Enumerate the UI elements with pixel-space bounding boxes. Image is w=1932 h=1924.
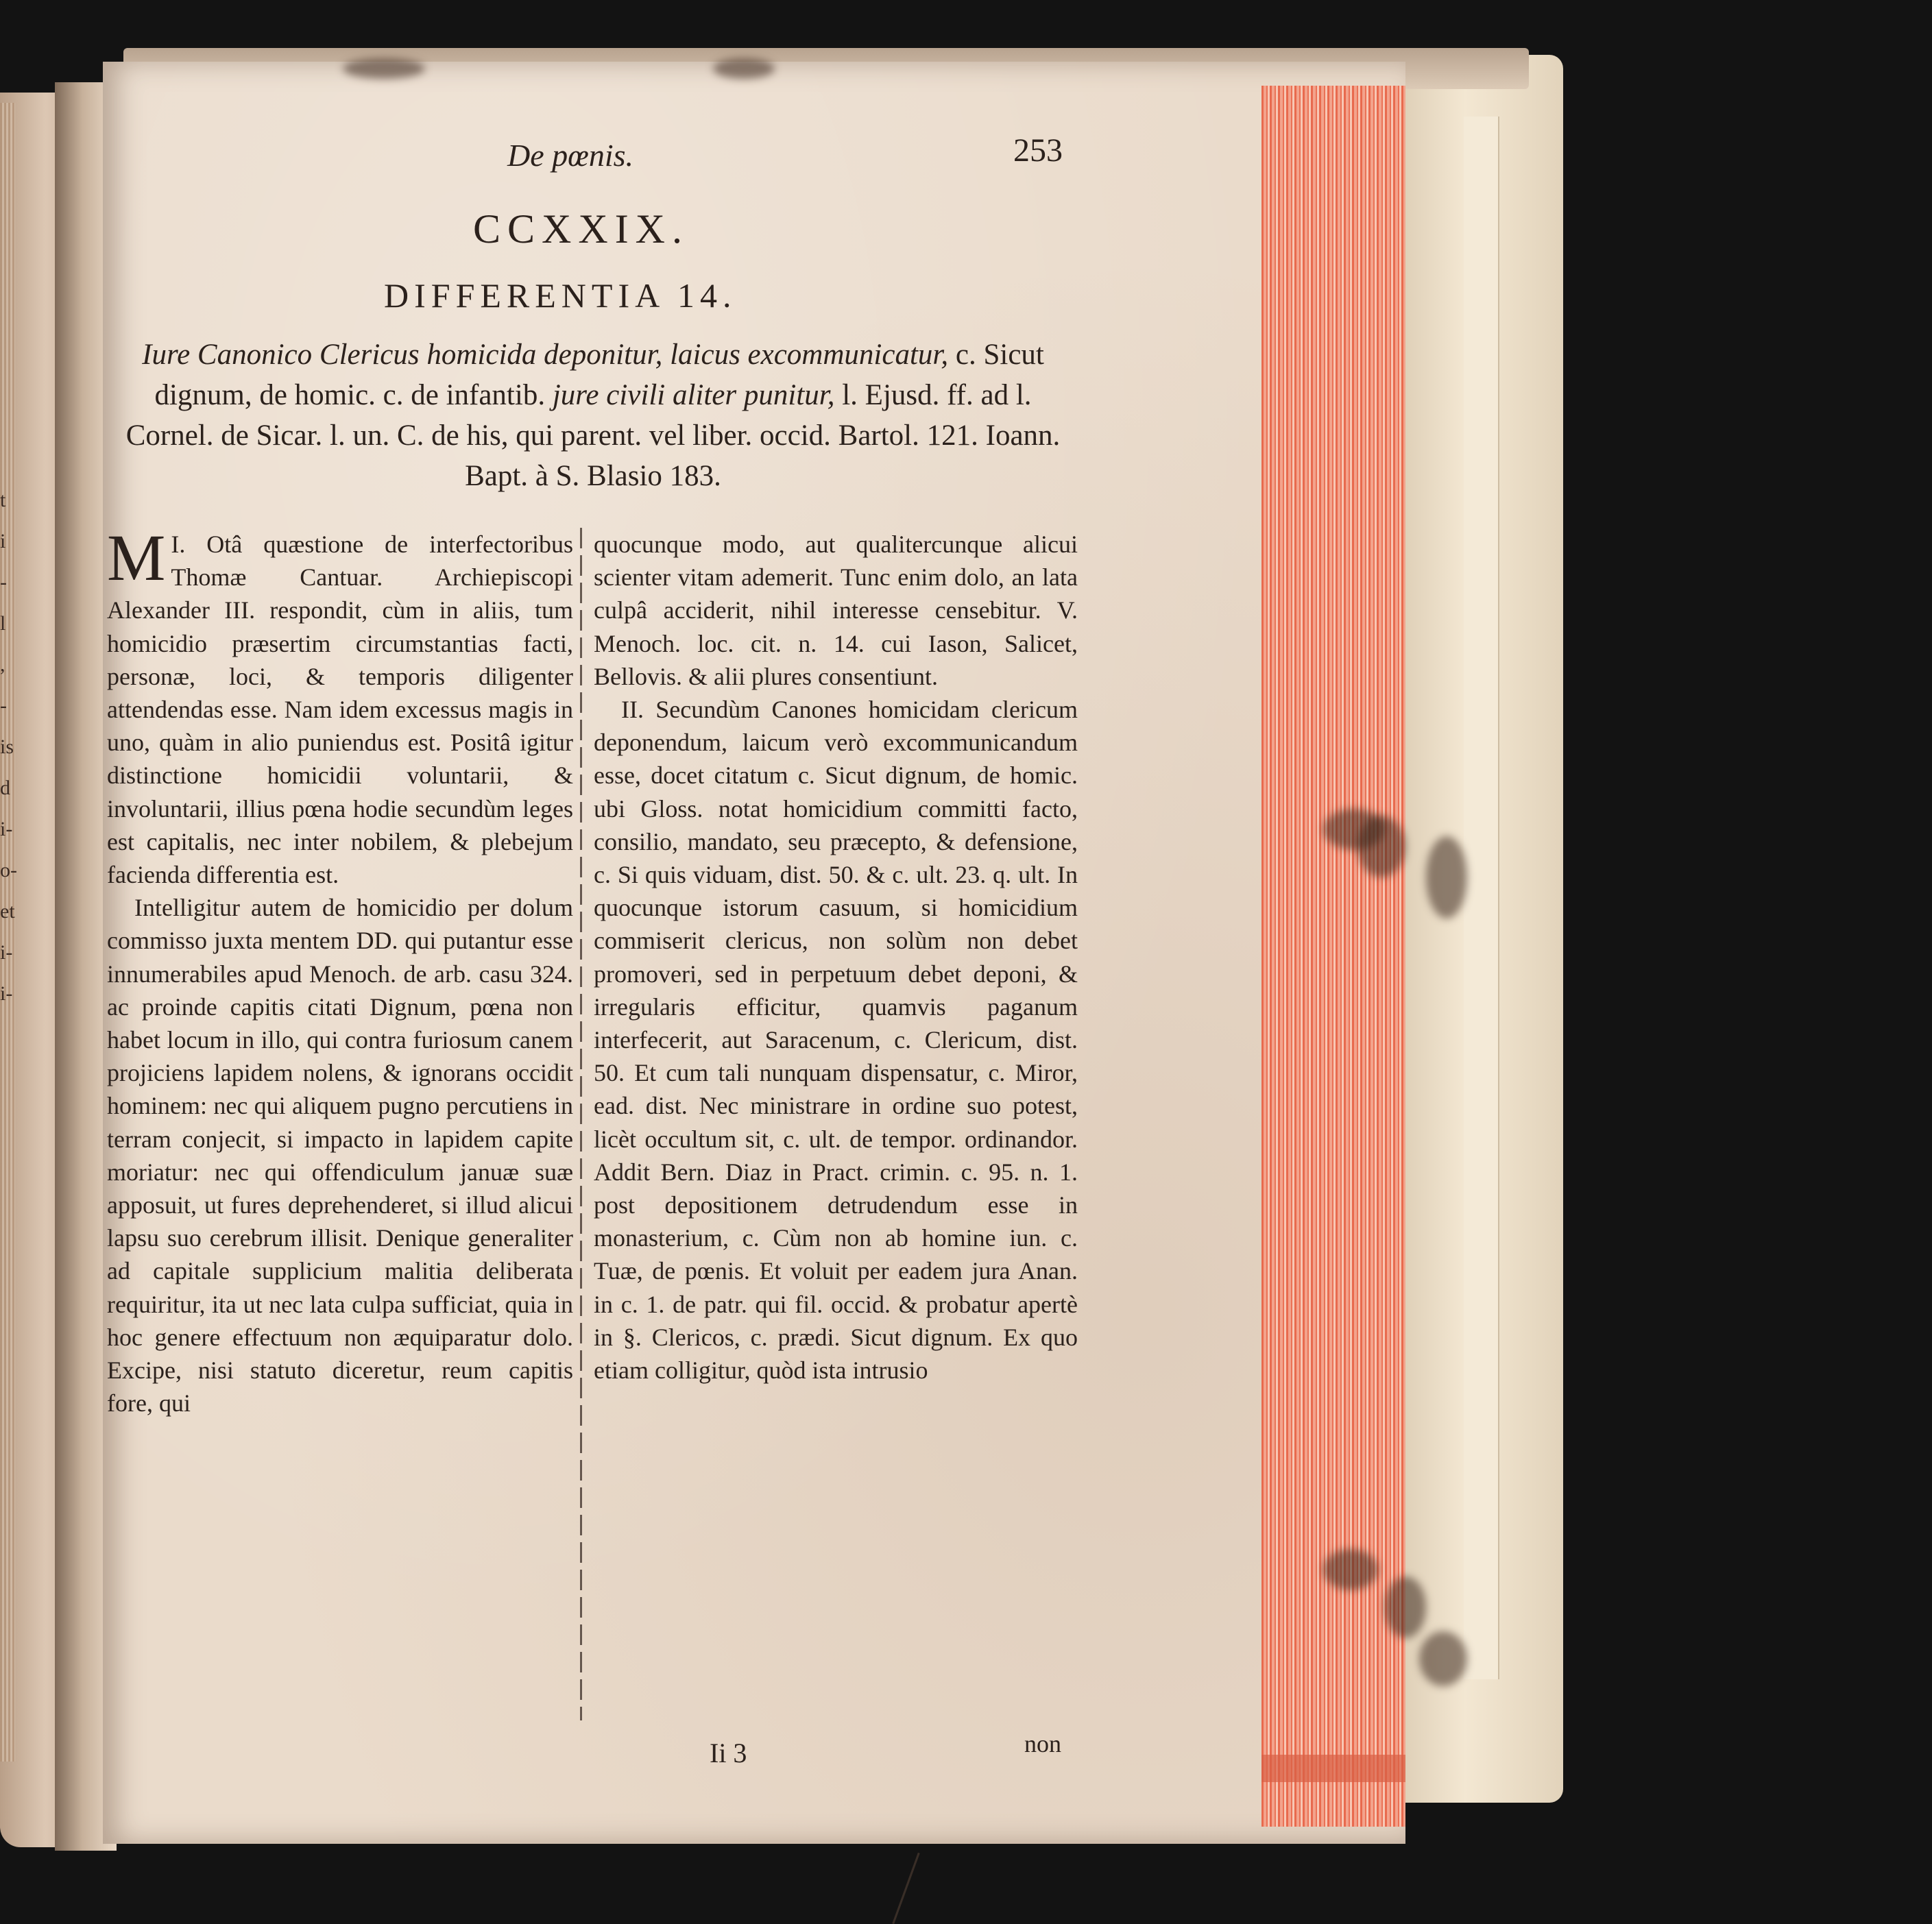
pencil-mark bbox=[892, 1853, 919, 1924]
margin-fragment: i- bbox=[0, 818, 13, 840]
drop-cap: M bbox=[107, 521, 166, 594]
stain bbox=[1323, 1549, 1378, 1590]
page-number: 253 bbox=[1013, 132, 1063, 169]
column-rule bbox=[580, 528, 582, 1720]
margin-fragment: o- bbox=[0, 859, 17, 881]
summary-italic-1: Iure Canonico Clericus homicida deponitur, laicus excommunicatur, bbox=[142, 339, 949, 371]
chapter-number: CCXXIX. bbox=[473, 206, 690, 252]
stain bbox=[1385, 1576, 1426, 1638]
right-column bbox=[594, 528, 1078, 1387]
running-head: De pœnis. bbox=[507, 138, 633, 173]
paragraph-2: Intelligitur autem de homicidio per dolum commisso juxta mentem DD. qui putantur esse innumerabiles apud Menoch. de arb. casu 324. ac proinde capitis citati Dignum, pœna non habet locum in illo, qui contra furiosum canem projiciens lapidem nolens, & ignorans occidit hominem: nec qui aliquem pugno percutiens in terram conjecit, si impacto in lapidem capite moriatur: nec qui offendiculum januæ suæ apposuit, ut fures deprehenderet, si illud alicui lapsu suo cerebrum illisit. Denique generaliter ad capitale supplicium malitia deliberata requiritur, ita ut nec lata culpa sufficiat, quia in hoc genere effectuum non æquiparatur dolo. Excipe, nisi statuto diceretur, reum capitis fore, qui bbox=[107, 894, 573, 1417]
stain bbox=[1419, 1631, 1467, 1686]
left-margin-fragments bbox=[0, 480, 21, 1014]
summary-roman-1: c. Sicut dignum, de homic. c. de infantib. bbox=[154, 339, 1044, 411]
stain bbox=[1426, 836, 1467, 918]
vellum-turn-in bbox=[1464, 117, 1499, 1679]
margin-fragment: d bbox=[0, 777, 10, 799]
margin-fragment: i bbox=[0, 530, 6, 552]
catchword: non bbox=[1024, 1730, 1061, 1757]
paragraph-ii: II. Secundùm Canones homicidam clericum deponendum, laicum verò excommunicandum esse, docet citatum c. Sicut dignum, de homic. ubi Gloss. notat homicidium committi facto, consilio, mandato, seu præcepto, & defensione, c. Si quis viduam, dist. 50. & c. ult. 23. q. ult. In quocunque istorum casuum, si homicidium commiserit clericus, non solùm non debet promoveri, sed in perpetuum debet deponi, & irregularis efficitur, quamvis paganum interfecerit, aut Saracenum, c. Clericum, dist. 50. Et cum tali nunquam dispensatur, c. Miror, ead. dist. Nec ministrare in ordine suo potest, licèt occultum sit, c. ult. de tempor. ordinandor. Addit Bern. Diaz in Pract. crimin. c. 95. n. 1. post depositionem detrudendum esse in monasterium, c. Cùm non ab homine iun. c. Tuæ, de pœnis. Et voluit per eadem jura Anan. in c. 1. de patr. qui fil. occid. & probatur apertè in §. Clericos, c. prædi. Sicut dignum. Ex quo etiam colligitur, quòd ista intrusio bbox=[594, 696, 1078, 1385]
paragraph-1 bbox=[107, 521, 573, 891]
paragraph-text: Otâ quæstione de interfectoribus Thomæ Cantuar. Archiepiscopi Alexander III. respondit, cùm in aliis, tum homicidio præsertim circumstantias facti, personæ, loci, & temporis diligenter attendendas esse. Nam idem excessus magis in uno, quàm in alio puniendus est. Positâ igitur distinctione homicidii voluntarii, & involuntarii, illius pœna hodie secundùm leges est capitalis, nec inter nobilem, & plebejum facienda differentia est. bbox=[107, 531, 573, 889]
margin-fragment: l bbox=[0, 612, 6, 635]
section-title: DIFFERENTIA 14. bbox=[384, 276, 737, 315]
signature-mark: Ii 3 bbox=[710, 1738, 747, 1768]
margin-fragment: i- bbox=[0, 982, 13, 1005]
stain bbox=[343, 58, 425, 79]
fore-edge-bottom bbox=[1261, 1755, 1405, 1782]
stain bbox=[1357, 816, 1405, 877]
margin-fragment: - bbox=[0, 694, 7, 717]
paragraph-continued: quocunque modo, aut qualitercunque alicui scienter vitam ademerit. Tunc enim dolo, an lata culpâ acciderit, nihil interesse censebitur. V. Menoch. loc. cit. n. 14. cui Iason, Salicet, Bellovis. & alii plures consentiunt. bbox=[594, 531, 1078, 690]
margin-fragment: et bbox=[0, 900, 15, 923]
summary-italic-2: jure civili aliter punitur, bbox=[545, 379, 835, 411]
margin-fragment: is bbox=[0, 735, 14, 758]
summary-roman-2: l. Ejusd. ff. ad l. Cornel. de Sicar. l. un. C. de his, qui parent. vel liber. occid. Bartol. 121. Ioann. Bapt. à S. Blasio 183. bbox=[125, 379, 1061, 492]
stain bbox=[713, 58, 775, 79]
paragraph-number: I. bbox=[171, 531, 186, 558]
margin-fragment: , bbox=[0, 653, 5, 676]
section-summary bbox=[110, 334, 1076, 496]
left-column bbox=[107, 521, 573, 1420]
margin-fragment: - bbox=[0, 571, 7, 594]
margin-fragment: i- bbox=[0, 941, 13, 964]
margin-fragment: t bbox=[0, 489, 6, 511]
